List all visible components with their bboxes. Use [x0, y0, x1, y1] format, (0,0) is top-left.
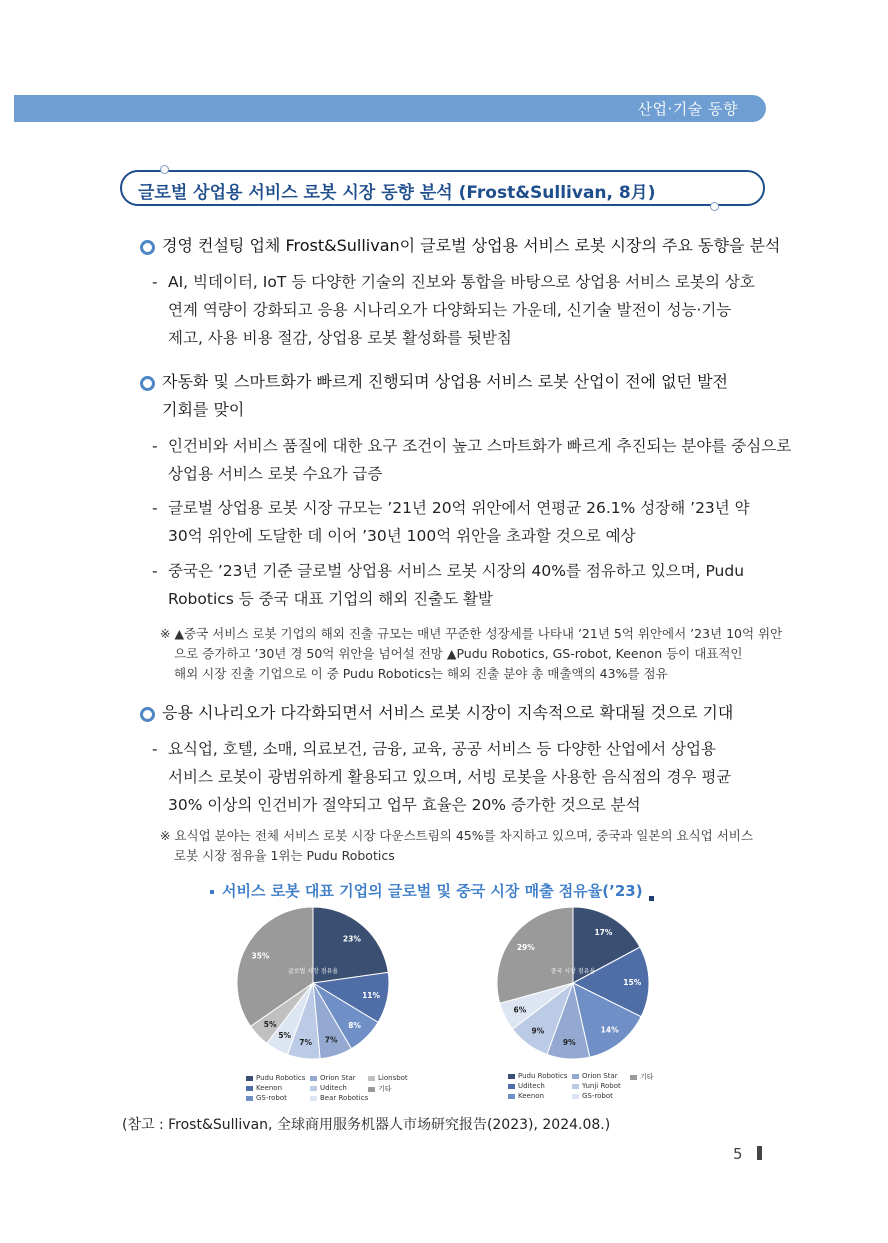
pie-value-label: 14% — [600, 1025, 619, 1035]
pie-center-label: 중국 시장 점유율 — [550, 968, 596, 975]
legend-swatch — [246, 1076, 253, 1081]
legend-swatch — [572, 1074, 579, 1079]
legend-swatch — [508, 1084, 515, 1089]
pie-value-label: 9% — [531, 1026, 545, 1036]
pie-value-label: 7% — [299, 1037, 313, 1047]
legend-item — [572, 1082, 621, 1090]
legend-label: Keenon — [256, 1084, 283, 1092]
legend-label: Orion Star — [320, 1074, 356, 1082]
source-citation: (참고 : Frost&Sullivan, 全球商用服务机器人市场研究报告(2023), 2024.08.) — [122, 1117, 611, 1133]
legend-item — [310, 1094, 368, 1102]
legend-swatch — [310, 1086, 317, 1091]
pie-value-label: 9% — [562, 1038, 576, 1048]
legend-item — [246, 1084, 282, 1092]
legend-swatch — [508, 1094, 515, 1099]
legend-item — [368, 1074, 408, 1082]
legend-label: 기타 — [640, 1073, 654, 1081]
legend-label: Orion Star — [582, 1072, 618, 1080]
article-title-box — [120, 170, 765, 206]
legend-item — [508, 1082, 545, 1090]
legend-label: Uditech — [518, 1082, 545, 1090]
legend-label: Pudu Robotics — [518, 1072, 568, 1080]
pie-value-label: 17% — [594, 928, 613, 938]
footnote: ※ 요식업 분야는 전체 서비스 로봇 시장 다운스트림의 45%를 차지하고 있으며, 중국과 일본의 요식업 서비스 로봇 시장 점유율 1위는 Pudu Robotics — [160, 828, 753, 863]
pie-value-label: 7% — [324, 1035, 338, 1045]
pie-value-label: 15% — [623, 978, 642, 988]
legend-label: GS-robot — [582, 1092, 613, 1100]
legend-item — [246, 1074, 305, 1082]
legend-label: Bear Robotics — [320, 1094, 369, 1102]
legend-item — [572, 1092, 613, 1100]
legend-swatch — [572, 1094, 579, 1099]
legend-label: Uditech — [320, 1084, 347, 1092]
section-bullet-icon — [140, 240, 155, 255]
pie-value-label: 8% — [348, 1021, 361, 1031]
legend-label: GS-robot — [256, 1094, 287, 1102]
pie-value-label: 5% — [263, 1019, 277, 1029]
legend-swatch — [310, 1096, 317, 1101]
legend-swatch — [630, 1075, 637, 1080]
legend-swatch — [246, 1096, 253, 1101]
pie-value-label: 11% — [362, 990, 381, 1000]
article-title: 글로벌 상업용 서비스 로봇 시장 동향 분석 (Frost&Sullivan, 8月) — [138, 183, 656, 203]
legend-label: 기타 — [378, 1085, 392, 1093]
title-knob-top — [160, 165, 169, 174]
title-knob-bottom — [710, 202, 719, 211]
legend-label: Lionsbot — [378, 1074, 408, 1082]
section-bullet-icon — [140, 376, 155, 391]
legend-label: Pudu Robotics — [256, 1074, 306, 1082]
pie-value-label: 5% — [278, 1031, 292, 1041]
section-label: 산업·기술 동향 — [637, 100, 738, 118]
pie-charts — [230, 900, 670, 1070]
figure-title: 서비스 로봇 대표 기업의 글로벌 및 중국 시장 매출 점유율(’23) — [210, 880, 654, 901]
legend-item — [246, 1094, 287, 1102]
list-item: - AI, 빅데이터, IoT 등 다양한 기술의 진보와 통합을 바탕으로 상업용 서비스 로봇의 상호 연계 역량이 강화되고 응용 시나리오가 다양화되는 가운데, 신기술 발전이 성능·기능 제고, 사용 비용 절감, 상업용 로봇 활성화를 뒷받침 — [152, 273, 755, 347]
list-item: - 중국은 ’23년 기준 글로벌 상업용 서비스 로봇 시장의 40%를 점유하고 있으며, Pudu Robotics 등 중국 대표 기업의 해외 진출도 활발 — [152, 562, 745, 608]
legend-label: Keenon — [518, 1092, 545, 1100]
legend-item — [572, 1072, 618, 1080]
pie-value-label: 6% — [513, 1005, 527, 1015]
legend-label: Yunji Robot — [582, 1082, 621, 1090]
section-heading: 응용 시나리오가 다각화되면서 서비스 로봇 시장이 지속적으로 확대될 것으로 기대 — [162, 703, 734, 722]
legend-item — [368, 1084, 392, 1094]
pie-center-label: 글로벌 시장 점유율 — [287, 968, 339, 975]
page-number-bar — [757, 1146, 762, 1160]
footnote: ※ ▲중국 서비스 로봇 기업의 해외 진출 규모는 매년 꾸준한 성장세를 나타내 ’21년 5억 위안에서 ’23년 10억 위안 으로 증가하고 ’30년 경 50억 위안을 넘어설 전망 ▲Pudu Robotics, GS-robot, Keenon 등이 대표적인 해외 시장 진출 기업으로 이 중 Pudu Robotics는 해외 진출 분야 총 매출액의 43%를 점유 — [160, 626, 783, 681]
pie-value-label: 23% — [342, 934, 361, 944]
section-heading: 자동화 및 스마트화가 빠르게 진행되며 상업용 서비스 로봇 산업이 전에 없던 발전 기회를 맞이 — [162, 372, 728, 419]
figure-title-marker-icon — [210, 890, 214, 894]
chart-legend-china — [508, 1072, 678, 1106]
page-number: 5 — [733, 1145, 743, 1163]
list-item: - 요식업, 호텔, 소매, 의료보건, 금융, 교육, 공공 서비스 등 다양한 산업에서 상업용 서비스 로봇이 광범위하게 활용되고 있으며, 서빙 로봇을 사용한 음식점의 경우 평균 30% 이상의 인건비가 절약되고 업무 효율은 20% 증가한 것으로 분석 — [152, 740, 732, 814]
legend-item — [630, 1072, 654, 1082]
legend-item — [310, 1074, 356, 1082]
pie-value-label: 35% — [251, 951, 270, 961]
legend-item — [310, 1084, 347, 1092]
list-item: - 인건비와 서비스 품질에 대한 요구 조건이 높고 스마트화가 빠르게 추진되는 분야를 중심으로 상업용 서비스 로봇 수요가 급증 — [152, 437, 792, 483]
legend-swatch — [572, 1084, 579, 1089]
legend-swatch — [508, 1074, 515, 1079]
legend-swatch — [246, 1086, 253, 1091]
chart-legend-global — [246, 1074, 416, 1108]
section-header-bar — [14, 95, 766, 122]
section-bullet-icon — [140, 707, 155, 722]
legend-item — [508, 1092, 544, 1100]
list-item: - 글로벌 상업용 로봇 시장 규모는 ’21년 20억 위안에서 연평균 26.1% 성장해 ’23년 약 30억 위안에 도달한 데 이어 ’30년 100억 위안을 초과할 것으로 예상 — [152, 499, 750, 545]
legend-swatch — [368, 1087, 375, 1092]
section-heading: 경영 컨설팅 업체 Frost&Sullivan이 글로벌 상업용 서비스 로봇 시장의 주요 동향을 분석 — [162, 236, 781, 255]
pie-value-label: 29% — [516, 943, 535, 953]
legend-item — [508, 1072, 567, 1080]
legend-swatch — [368, 1076, 375, 1081]
legend-swatch — [310, 1076, 317, 1081]
